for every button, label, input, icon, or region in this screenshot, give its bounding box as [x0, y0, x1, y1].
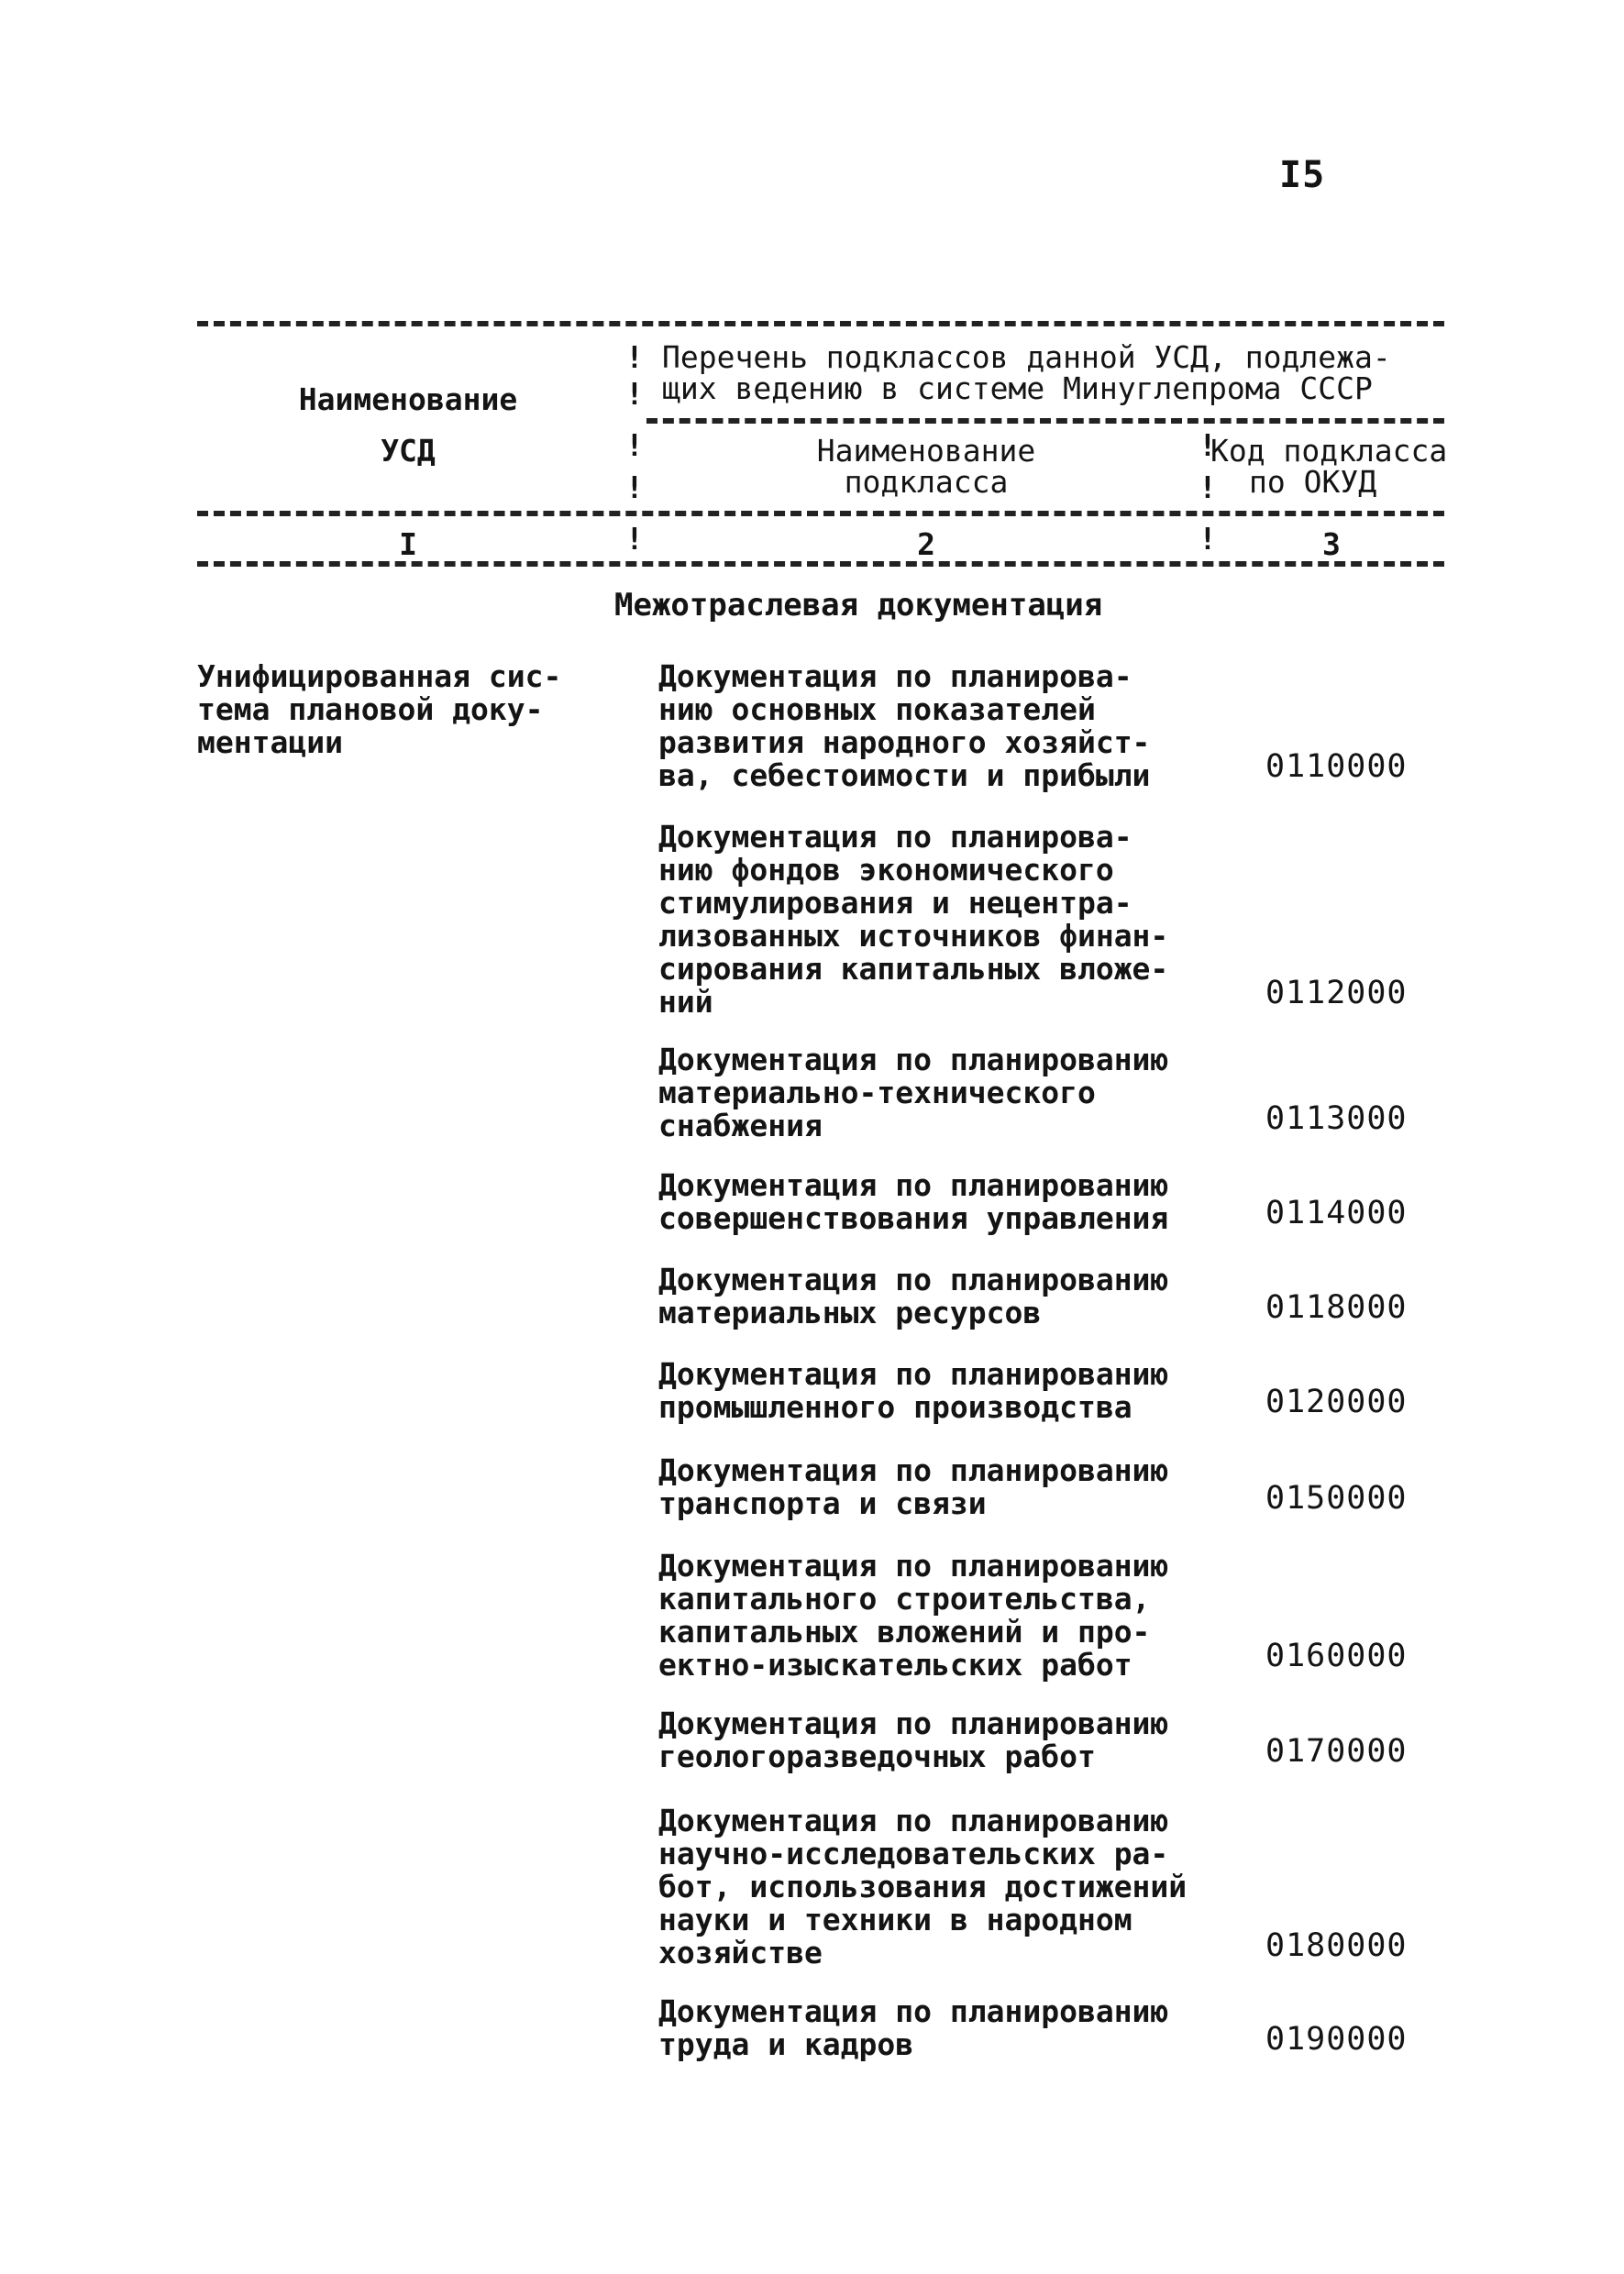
header-separator: ! [625, 339, 644, 375]
header-separator: ! [625, 376, 644, 412]
subclass-name: Документация по планированию научно-исследовательских ра- бот, использования достижений науки и техники в народном хозяйстве [658, 1803, 1188, 1970]
header-top-rule [197, 321, 1444, 326]
subclass-name: Документация по планированию труда и кадров [658, 1993, 1169, 2062]
col2-title-line2: подкласса [844, 464, 1009, 500]
col2-title-line1: Наименование [816, 433, 1036, 469]
col1-number: I [399, 526, 417, 562]
header-separator: ! [1199, 427, 1217, 463]
header-separator: ! [625, 521, 644, 557]
subclass-code: 0112000 [1265, 975, 1408, 1011]
col3-number: 3 [1322, 526, 1341, 562]
header-group-rule [646, 418, 1444, 424]
group-title-line1: Перечень подклассов данной УСД, подлежа- [662, 339, 1391, 375]
subclass-name: Документация по планированию транспорта и связи [658, 1452, 1169, 1521]
header-bottom-rule [197, 561, 1444, 567]
subclass-name: Документация по планирова- нию фондов экономического стимулирования и нецентра- лизованных источников финан- сирования капитальных вложе- ний [658, 819, 1169, 1020]
col1-title-line1: Наименование [298, 381, 518, 417]
subclass-code: 0114000 [1265, 1195, 1408, 1231]
subclass-name: Документация по планированию капитального строительства, капитальных вложений и про- ектно-изыскательских работ [658, 1548, 1169, 1683]
header-separator: ! [1199, 469, 1217, 505]
subclass-code: 0190000 [1265, 2021, 1408, 2058]
subclass-code: 0110000 [1265, 748, 1408, 785]
group-title-line2: щих ведению в системе Минуглепрома СССР [662, 370, 1373, 406]
subclass-name: Документация по планированию материально-технического снабжения [658, 1042, 1169, 1143]
subclass-code: 0120000 [1265, 1384, 1408, 1420]
subclass-name: Документация по планированию промышленного производства [658, 1356, 1169, 1425]
subclass-name: Документация по планированию геологоразведочных работ [658, 1706, 1169, 1774]
header-separator: ! [625, 427, 644, 463]
header-separator: ! [625, 469, 644, 505]
subclass-code: 0113000 [1265, 1100, 1408, 1137]
col2-number: 2 [917, 526, 935, 562]
subclass-name: Документация по планирова- нию основных показателей развития народного хозяйст- ва, себестоимости и прибыли [658, 658, 1151, 793]
page-number: I5 [1279, 154, 1326, 196]
header-mid-rule [197, 511, 1444, 516]
col3-title-line2: по ОКУД [1249, 464, 1377, 500]
subclass-code: 0160000 [1265, 1638, 1408, 1674]
subclass-name: Документация по планированию совершенствования управления [658, 1167, 1169, 1236]
col1-title-line2: УСД [381, 433, 436, 469]
section-title: Межотраслевая документация [614, 587, 1103, 624]
subclass-code: 0118000 [1265, 1289, 1408, 1326]
subclass-name: Документация по планированию материальных ресурсов [658, 1262, 1169, 1330]
subclass-code: 0180000 [1265, 1927, 1408, 1964]
subclass-code: 0150000 [1265, 1480, 1408, 1517]
header-separator: ! [1199, 521, 1217, 557]
col3-title-line1: Код подкласса [1210, 433, 1448, 469]
usd-name: Унифицированная сис- тема плановой доку- ментации [197, 658, 562, 760]
subclass-code: 0170000 [1265, 1733, 1408, 1770]
